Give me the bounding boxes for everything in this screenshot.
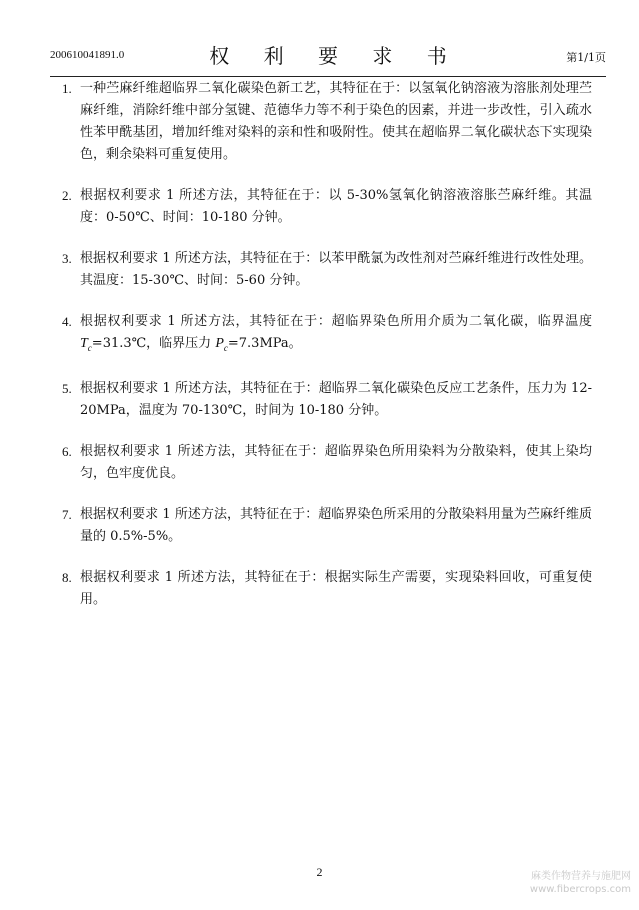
watermark-line: www.fibercrops.com [529, 884, 631, 895]
claim-1 [62, 78, 592, 166]
claims-list [62, 78, 592, 630]
claim-text: 根据权利要求 1 所述方法，其特征在于：以苯甲酰氯为改性剂对苎麻纤维进行改性处理。其温度：15-30℃、时间：5-60 分钟。 [80, 251, 592, 288]
claim-text: 根据权利要求 1 所述方法，其特征在于：根据实际生产需要，实现染料回收，可重复使用。 [80, 569, 592, 607]
document-title: 权 利 要 求 书 [209, 44, 461, 68]
claim-6 [62, 441, 592, 485]
document-header [50, 36, 606, 76]
claim-7 [62, 504, 592, 548]
claim-text-part: =31.3℃，临界压力 [91, 336, 216, 351]
claim-5 [62, 378, 592, 422]
critical-pressure-symbol: $P_c$ [215, 336, 228, 353]
claim-number: 3. [62, 251, 72, 266]
claim-text: 一种苎麻纤维超临界二氧化碳染色新工艺，其特征在于：以氢氧化钠溶液为溶胀剂处理苎麻纤维，消除纤维中部分氢键、范德华力等不利于染色的因素，并进一步改性，引入疏水性苯甲酰基团，增加纤维对染料的亲和性和吸附性。使其在超临界二氧化碳状态下实现染色，剩余染料可重复使用。 [80, 81, 592, 162]
claim-number: 4. [62, 314, 72, 329]
site-watermark [530, 870, 631, 896]
claim-3 [62, 248, 592, 292]
header-divider [50, 76, 606, 77]
claim-text-part: =7.3MPa。 [227, 336, 302, 351]
claim-text [80, 311, 592, 359]
claim-text: 根据权利要求 1 所述方法，其特征在于：超临界染色所采用的分散染料用量为苎麻纤维质量的 0.5%-5%。 [80, 506, 592, 544]
claim-number: 6. [62, 443, 72, 459]
claim-number: 2. [62, 188, 72, 203]
page-number: 2 [316, 865, 323, 879]
claim-text: 根据权利要求 1 所述方法，其特征在于：超临界二氧化碳染色反应工艺条件，压力为 12-20MPa，温度为 70-130℃，时间为 10-180 分钟。 [80, 380, 592, 418]
claim-number: 1. [62, 81, 72, 96]
claim-number: 7. [62, 506, 72, 522]
critical-temperature-symbol: $T_c$ [80, 336, 92, 353]
claim-text: 根据权利要求 1 所述方法，其特征在于：以 5-30%氢氧化钠溶液溶胀苎麻纤维。其温度：0-50℃、时间：10-180 分钟。 [80, 188, 592, 225]
page-indicator: 第1/1页 [566, 51, 606, 64]
claim-text-part: 根据权利要求 1 所述方法，其特征在于：超临界染色所用介质为二氧化碳，临界温度 [80, 314, 592, 329]
application-number: 200610041891.0 [50, 49, 125, 61]
claim-2 [62, 185, 592, 229]
claim-number: 5. [62, 380, 72, 396]
claim-4 [62, 311, 592, 359]
claim-8 [62, 567, 592, 611]
claim-text: 根据权利要求 1 所述方法，其特征在于：超临界染色所用染料为分散染料，使其上染均匀，色牢度优良。 [80, 443, 592, 481]
watermark-line: 麻类作物营养与施肥网 [531, 871, 631, 882]
claim-number: 8. [62, 569, 72, 585]
